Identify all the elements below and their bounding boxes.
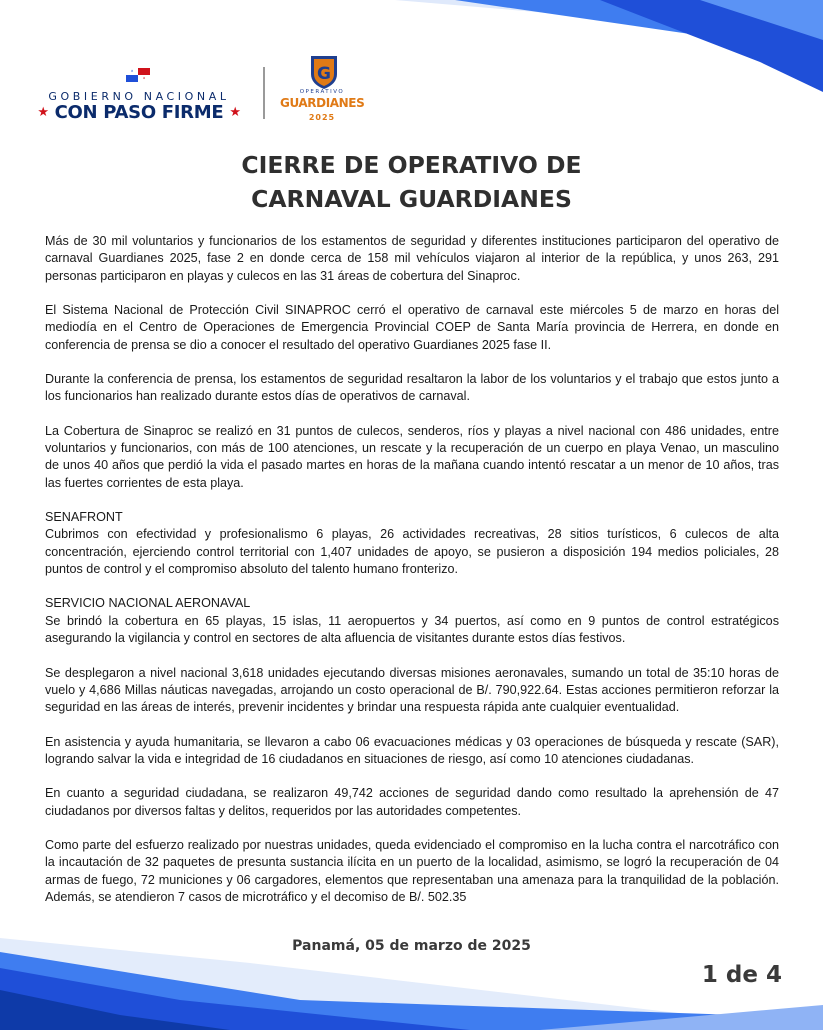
operativo-year: 2025 — [308, 113, 336, 122]
operativo-label: OPERATIVO — [299, 89, 345, 95]
document-body — [45, 233, 779, 923]
section-heading-senan: SERVICIO NACIONAL AERONAVAL — [45, 596, 251, 611]
paragraph-senan: Se brindó la cobertura en 65 playas, 15 islas, 11 aeropuertos y 34 puertos, así como en 9 puntos de control estratégicos asegurando la vigilancia y control en sectores de alta afluencia de visitantes durante estos días festivos. — [45, 613, 779, 646]
gov-slogan: CON PASO FIRME — [54, 102, 224, 123]
paragraph: La Cobertura de Sinaproc se realizó en 31 puntos de culecos, senderos, ríos y playas a nivel nacional con 486 unidades, entre voluntarios y funcionarios, con más de 100 atenciones, un rescate y la recuperación de un cuerpo en playa Venao, un masculino de unos 40 años que perdió la vida el pasado martes en horas de la mañana cuando intentó rescatar a un menor de 10 años, tras las fuertes corrientes de esta playa. — [45, 423, 779, 490]
gobierno-nacional-logo — [34, 66, 244, 126]
red-star-icon: ★ — [37, 105, 49, 120]
footer-date: Panamá, 05 de marzo de 2025 — [292, 938, 531, 954]
panama-flag-icon — [126, 68, 150, 82]
paragraph: Más de 30 mil voluntarios y funcionarios de los estamentos de seguridad y diferentes instituciones participaron del operativo de carnaval Guardianes 2025, fase 2 en donde cerca de 158 mil vehículos viajaron al interior de la república, y unos 263, 291 personas participaron en playas y culecos en las 31 áreas de cobertura del Sinaproc. — [45, 234, 779, 283]
title-line2: CARNAVAL GUARDIANES — [251, 185, 572, 213]
paragraph-senafront: Cubrimos con efectividad y profesionalismo 6 playas, 26 actividades recreativas, 28 sitios turísticos, 6 culecos de alta concentración, ejerciendo control territorial con 1,407 unidades de apoyo, se pusieron a disposición 194 medios policiales, 28 puntos de control y el compromiso absoluto del talento humano fronterizo. — [45, 527, 779, 577]
logo-divider — [263, 67, 265, 119]
paragraph: Durante la conferencia de prensa, los estamentos de seguridad resaltaron la labor de los voluntarios y el trabajo que estos junto a los funcionarios han realizado durante estos días de operativos de carnaval. — [45, 372, 779, 404]
section-heading-senafront: SENAFRONT — [45, 510, 123, 525]
badge-letter: G — [317, 64, 331, 84]
shield-icon — [282, 54, 366, 90]
guardianes-label: GUARDIANES — [280, 96, 365, 110]
gov-name-line2 — [34, 102, 244, 123]
gov-name-line1: GOBIERNO NACIONAL — [48, 90, 230, 103]
paragraph: El Sistema Nacional de Protección Civil SINAPROC cerró el operativo de carnaval este miércoles 5 de marzo en horas del mediodía en el Centro de Operaciones de Emergencia Provincial COEP de Santa María provincia de Herrera, en donde en conferencia de prensa se dio a conocer el resultado del operativo Guardianes 2025 fase II. — [45, 303, 779, 352]
page-title — [100, 148, 723, 216]
paragraph: En cuanto a seguridad ciudadana, se realizaron 49,742 acciones de seguridad dando como resultado la aprehensión de 47 ciudadanos por diversos faltas y delitos, requeridos por las autoridades competentes. — [45, 786, 779, 818]
paragraph: En asistencia y ayuda humanitaria, se llevaron a cabo 06 evacuaciones médicas y 03 operaciones de búsqueda y rescate (SAR), logrando salvar la vida e integridad de 16 ciudadanos en situaciones de riesgo, así como 10 atenciones ciudadanas. — [45, 734, 779, 766]
page-number: 1 de 4 — [701, 962, 782, 988]
red-star-icon: ★ — [229, 105, 241, 120]
paragraph: Se desplegaron a nivel nacional 3,618 unidades ejecutando diversas misiones aeronavales, sumando un total de 35:10 horas de vuelo y 4,686 Millas náuticas navegadas, arrojando un costo operacional de B/. 790,922.64. Estas acciones permitieron reforzar la seguridad en las áreas de interés, prevenir incidentes y brindar una respuesta rápida ante cualquier eventualidad. — [45, 665, 779, 715]
paragraph: Como parte del esfuerzo realizado por nuestras unidades, queda evidenciado el compromiso en la lucha contra el narcotráfico con la incautación de 32 paquetes de presunta sustancia ilícita en un puerto de la localidad, asimismo, se logró la recuperación de 04 armas de fuego, 72 municiones y 06 cargadores, elementos que representaban una amenaza para la tranquilidad de la población. Además, se atendieron 7 casos de microtráfico y el decomiso de B/. 502.35 — [45, 837, 779, 904]
title-line1: CIERRE DE OPERATIVO DE — [241, 151, 582, 179]
operativo-guardianes-logo — [280, 54, 368, 128]
